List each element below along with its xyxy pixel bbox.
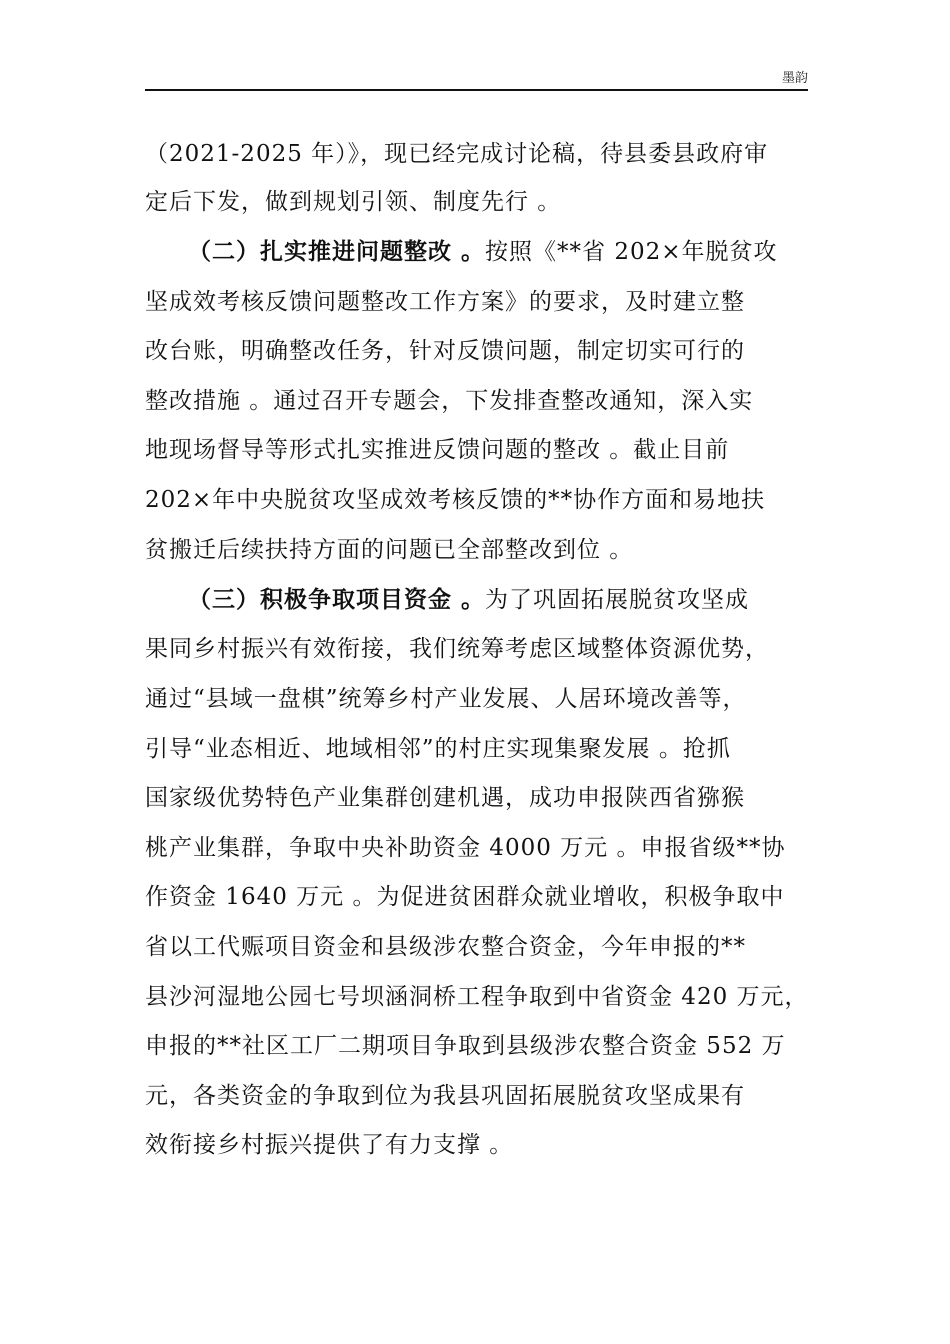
paragraph-line: 县沙河湿地公园七号坝涵洞桥工程争取到中省资金 420 万元， <box>145 984 809 1010</box>
paragraph-line: 贫搬迁后续扶持方面的问题已全部整改到位 。 <box>145 537 634 563</box>
paragraph-line: 地现场督导等形式扎实推进反馈问题的整改 。截止目前 <box>145 437 730 463</box>
paragraph-line: 作资金 1640 万元 。为促进贫困群众就业增收，积极争取中 <box>145 884 785 910</box>
paragraph-line: 引导“业态相近、地域相邻”的村庄实现集聚发展 。抢抓 <box>145 736 731 762</box>
section-three-line <box>188 585 749 615</box>
paragraph-line: 定后下发，做到规划引领、制度先行 。 <box>145 189 562 215</box>
paragraph-line: 桃产业集群，争取中央补助资金 4000 万元 。申报省级**协 <box>145 835 786 861</box>
paragraph-line: 整改措施 。通过召开专题会，下发排查整改通知，深入实 <box>145 388 754 414</box>
paragraph-line: （2021-2025 年）》，现已经完成讨论稿，待县委县政府审 <box>145 141 769 167</box>
paragraph-text: 按照《**省 202×年脱贫攻 <box>485 239 778 265</box>
header-watermark-text: 墨韵 <box>781 71 808 86</box>
paragraph-line: 202×年中央脱贫攻坚成效考核反馈的**协作方面和易地扶 <box>145 487 766 513</box>
paragraph-line: 坚成效考核反馈问题整改工作方案》的要求，及时建立整 <box>145 289 745 315</box>
paragraph-line: 果同乡村振兴有效衔接，我们统筹考虑区域整体资源优势， <box>145 636 769 662</box>
section-heading-three: （三）积极争取项目资金 。 <box>188 587 486 613</box>
section-heading-two: （二）扎实推进问题整改 。 <box>188 239 486 265</box>
paragraph-text: 为了巩固拓展脱贫攻坚成 <box>485 587 750 613</box>
paragraph-line: 元，各类资金的争取到位为我县巩固拓展脱贫攻坚成果有 <box>145 1083 745 1109</box>
header-rule <box>145 89 808 91</box>
section-two-line <box>188 237 778 267</box>
paragraph-line: 国家级优势特色产业集群创建机遇，成功申报陕西省猕猴 <box>145 785 745 811</box>
paragraph-line: 效衔接乡村振兴提供了有力支撑 。 <box>145 1132 514 1158</box>
paragraph-line: 改台账，明确整改任务，针对反馈问题，制定切实可行的 <box>145 338 745 364</box>
paragraph-line: 申报的**社区工厂二期项目争取到县级涉农整合资金 552 万 <box>145 1033 786 1059</box>
paragraph-line: 省以工代赈项目资金和县级涉农整合资金，今年申报的** <box>145 934 746 960</box>
paragraph-line: 通过“县域一盘棋”统筹乡村产业发展、人居环境改善等， <box>145 686 747 712</box>
